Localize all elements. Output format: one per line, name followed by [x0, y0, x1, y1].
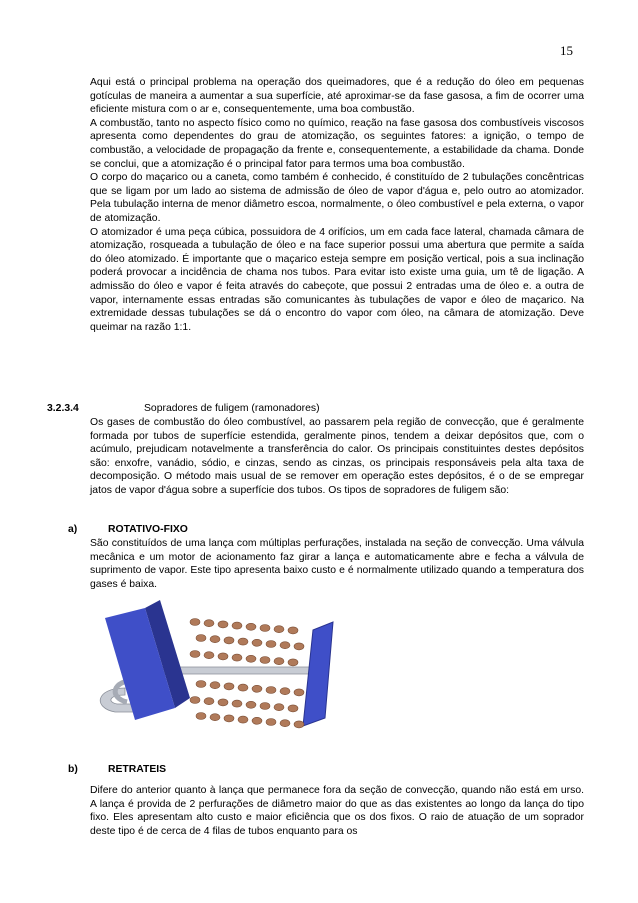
tube-pin	[218, 653, 228, 660]
page-number: 15	[560, 43, 573, 58]
tube-pin	[252, 685, 262, 692]
soot-blower-figure	[85, 600, 345, 750]
subsection-a-body	[90, 537, 584, 591]
tube-pin	[246, 655, 256, 662]
tube-pin	[218, 621, 228, 628]
subsection-b-letter: b)	[68, 764, 78, 775]
tube-pin	[204, 698, 214, 705]
section-number: 3.2.3.4	[47, 403, 79, 414]
tube-pin	[190, 619, 200, 626]
intro-paragraph-1: Aqui está o principal problema na operação dos queimadores, que é a redução do óleo em pequenas gotículas de maneira a aumentar a sua superfície, até aproximar-se da fase gasosa, a fim de ocorrer uma eficiente mistura com o ar e, consequentemente, uma boa combustão.	[90, 77, 584, 116]
tube-pin	[252, 717, 262, 724]
tube-pin	[288, 659, 298, 666]
tube-pin	[196, 635, 206, 642]
tube-pin	[280, 720, 290, 727]
tube-pin	[266, 641, 276, 648]
tube-pin	[190, 697, 200, 704]
tube-pin	[204, 652, 214, 659]
tube-pin	[224, 637, 234, 644]
tube-pin	[238, 716, 248, 723]
tube-pin	[280, 688, 290, 695]
tube-pin	[246, 701, 256, 708]
tube-pin	[266, 719, 276, 726]
tube-pin	[218, 699, 228, 706]
tube-pin	[294, 721, 304, 728]
tube-pin	[274, 626, 284, 633]
tube-pin	[224, 715, 234, 722]
tube-pin	[204, 620, 214, 627]
tube-pin	[294, 689, 304, 696]
intro-paragraph-4: O atomizador é uma peça cúbica, possuidora de 4 orifícios, um em cada face lateral, chamada câmara de atomização, rosqueada a tubulação de óleo e na face superior possui uma abertura que permite a saída do óleo atomizado. É importante que o maçarico esteja sempre em posição vertical, pois a sua inclinação poderá provocar a incidência de chama nos tubos. Para evitar isto existe uma guia, um tê de ligação. A admissão do óleo e vapor é feita através do cabeçote, que possui 2 entradas uma de óleo e. a outra de vapor, internamente essas entradas são comunicantes às tubulações de vapor e óleo de maçarico. Na extremidade dessas tubulações se dá o encontro do vapor com óleo, na câmara de atomização. Deve queimar na razão 1:1.	[90, 226, 584, 333]
soot-blower-illustration	[85, 600, 345, 750]
tube-pin	[210, 636, 220, 643]
tube-pin	[196, 681, 206, 688]
section-title: Sopradores de fuligem (ramonadores)	[144, 403, 320, 414]
tube-pin	[190, 651, 200, 658]
tube-pin	[210, 682, 220, 689]
subsection-b-body	[90, 784, 584, 838]
tube-pin	[238, 638, 248, 645]
tube-pin	[260, 657, 270, 664]
intro-paragraph-3: O corpo do maçarico ou a caneta, como também é conhecido, é constituído de 2 tubulações concêntricas que se ligam por um lado ao sistema de admissão de óleo de vapor d'água e, pelo outro ao atomizador. Pela tubulação interna de menor diâmetro escoa, normalmente, o óleo combustível e pela externa, o vapor de atomização.	[90, 172, 584, 224]
tube-pin	[260, 703, 270, 710]
subsection-b-title: RETRATEIS	[108, 764, 167, 775]
tube-pin	[266, 687, 276, 694]
intro-section	[90, 76, 584, 334]
tube-pin	[246, 623, 256, 630]
section-body	[90, 416, 584, 498]
subsection-b-text: Difere do anterior quanto à lança que permanece fora da seção de convecção, quando não está em urso. A lança é provida de 2 perfurações de diâmetro maior do que as das existentes ao longo da lança do tipo fixo. Eles apresentam alto custo e maior eficiência que os dos fixos. O raio de atuação de um soprador deste tipo é de cerca de 4 filas de tubos enquanto para os	[90, 785, 584, 837]
tube-pin	[294, 643, 304, 650]
tube-pin	[196, 713, 206, 720]
subsection-a-letter: a)	[68, 524, 78, 535]
tube-pin	[274, 658, 284, 665]
intro-paragraph-2: A combustão, tanto no aspecto físico como no químico, reação na fase gasosa dos combustíveis viscosos apresenta como dependentes do grau de atomização, os seguintes fatores: a ignição, o tempo de combustão, a velocidade de propagação da frente e, consequentemente, a estabilidade da chama. Donde se conclui, que a atomização é o principal fator para termos uma boa combustão.	[90, 117, 584, 170]
tube-pin	[224, 683, 234, 690]
tube-pin	[232, 654, 242, 661]
section-text: Os gases de combustão do óleo combustível, ao passarem pela região de convecção, que é geralmente formada por tubos de superfície estendida, geralmente pinos, tendem a deixar depósitos que, com o acúmulo, prejudicam notavelmente a transferência do calor. Os principais constituintes destes depósitos são: enxofre, vanádio, sódio, e cinzas, sendo as cinzas, os principais responsáveis pela alta taxa de decomposição. O método mais usual de se remover em operação estes depósitos, é o de se empregar jatos de vapor d'água sobre a superfície dos tubos. Os tipos de sopradores de fuligem são:	[90, 417, 584, 496]
tube-pin	[280, 642, 290, 649]
tube-pin	[274, 704, 284, 711]
tube-pin	[252, 639, 262, 646]
tube-pin	[232, 700, 242, 707]
tube-pin	[238, 684, 248, 691]
subsection-a-text: São constituídos de uma lança com múltiplas perfurações, instalada na seção de convecção. Uma válvula mecânica e um motor de acionamento faz girar a lança e automaticamente abre e fecha a válvula de suprimento de vapor. Este tipo apresenta baixo custo e é normalmente utilizado quando a temperatura dos gases é baixa.	[90, 538, 584, 590]
tube-pin	[260, 625, 270, 632]
tube-pin	[288, 705, 298, 712]
subsection-a-title: ROTATIVO-FIXO	[108, 524, 188, 535]
tube-pin	[288, 627, 298, 634]
tube-pin	[210, 714, 220, 721]
tube-pin	[232, 622, 242, 629]
